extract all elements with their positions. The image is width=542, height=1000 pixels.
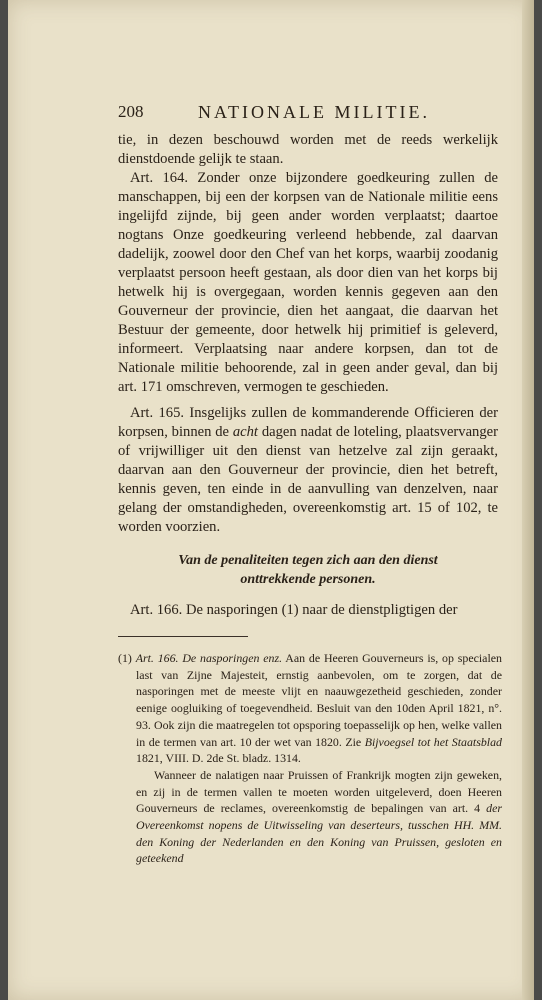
footnote-paragraph-2	[118, 767, 502, 867]
footnote-text-1: Aan de Heeren Gouverneurs is, op specialen last van Zijne Majesteit, ernstig aanbevolen, om te zorgen, dat de nasporingen met de meeste vlijt en naauwgezetheid geschieden, zonder eenige oogluiking of toegevendheid. Besluit van den 10den April 1821, n°. 93. Ook zijn die maatregelen tot opsporing toepasselijk op hen, welke vallen in de termen van art. 10 der wet van 1820. Zie	[136, 651, 502, 749]
article-165-emphasis: acht	[232, 424, 258, 440]
section-title	[118, 551, 498, 589]
footnote-reference: Art. 166. De nasporingen enz.	[135, 651, 283, 665]
article-164: Art. 164. Zonder onze bijzondere goedkeuring zullen de manschappen, bij een der korpsen van de Nationale militie eens ingelijfd zijnde, bij geen ander worden verplaatst; daartoe nogtans Onze goedkeuring verleend hebbende, zal daarvan dadelijk, zoowel door den Chef van het korps, waarbij zoodanig verplaatst persoon heeft gestaan, als door dien van het korps bij hetwelk hij is overgegaan, worden kennis gegeven aan den Gouverneur der provincie, dien het aangaat, die daarvan het Bestuur der gemeente, door hetwelk hij primitief is geleverd, informeert. Verplaatsing naar andere korpsen, dan tot de Nationale militie behoorende, zal in geen ander geval, dan bij art. 171 omschreven, vermogen te geschieden.	[118, 170, 498, 395]
footnote-text-3: Wanneer de nalatigen naar Pruissen of Frankrijk mogten zijn geweken, en zij in de termen vallen te moeten worden uitgeleverd, doen Heeren Gouverneurs de reclames, overeenkomstig de bepalingen van art. 4	[136, 767, 502, 816]
article-165-text-a: Art. 165. Insgelijks zullen de kommanderende Officieren der korpsen, binnen de	[118, 405, 498, 440]
page-number: 208	[118, 102, 144, 121]
footnote	[118, 650, 502, 867]
footnote-citation-2: der Overeenkomst nopens de Uitwisseling van deserteurs, tusschen HH. MM. den Koning der Nederlanden en den Koning van Pruissen, gesloten en geteekend	[136, 801, 502, 866]
footnote-paragraph-1	[118, 650, 502, 767]
article-165-text-b: dagen nadat de loteling, plaatsvervanger of vrijwilliger uit den dienst van hetzelve zal zijn geraakt, daarvan aan den Gouverneur der provincie, dien het betreft, kennis geven, ten einde in de aanvulling van denzelven, naar gelang der omstandigheden, overeenkomstig art. 15 of 102, te worden voorzien.	[118, 424, 498, 535]
book-page	[8, 0, 534, 1000]
article-165	[118, 404, 498, 537]
section-title-line1: Van de penaliteiten tegen zich aan den dienst	[178, 553, 438, 568]
article-166: Art. 166. De nasporingen (1) naar de dienstpligtigen der	[130, 602, 458, 618]
main-text	[118, 131, 498, 620]
footnote-citation-1: Bijvoegsel tot het Staatsblad	[364, 734, 503, 749]
footnote-rule	[118, 636, 248, 637]
page-edge	[522, 0, 534, 1000]
page-header	[118, 102, 498, 126]
running-head: NATIONALE MILITIE.	[198, 102, 430, 122]
footnote-marker: (1)	[118, 651, 132, 665]
section-title-line2: onttrekkende personen.	[240, 572, 376, 587]
paragraph-continuation: tie, in dezen beschouwd worden met de reeds werkelijk dienstdoende gelijk te staan.	[118, 132, 498, 167]
footnote-text-2: 1821, VIII. D. 2de St. bladz. 1314.	[136, 751, 301, 766]
